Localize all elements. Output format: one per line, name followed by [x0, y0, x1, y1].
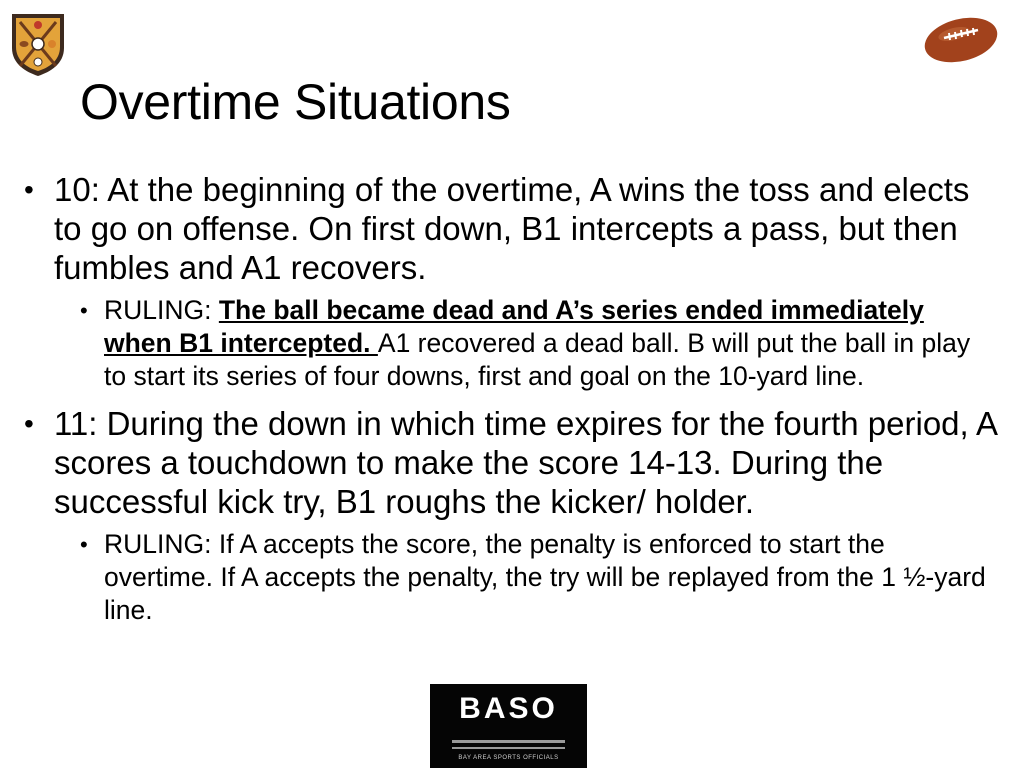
logo-divider — [452, 747, 565, 749]
baso-logo — [430, 684, 587, 768]
slide-body — [22, 170, 997, 627]
sub-bullet-marker: • — [80, 298, 88, 323]
ruling-item-10 — [22, 294, 997, 393]
crest-logo — [8, 10, 68, 78]
slide-title: Overtime Situations — [80, 74, 511, 130]
bullet-marker: • — [24, 408, 34, 439]
bullet-marker: • — [24, 174, 34, 205]
ruling-emphasis: The ball became dead and A’s series ended immediately when B1 intercepted. — [104, 295, 924, 358]
ruling-prefix: RULING: — [104, 295, 219, 325]
ruling-text: RULING: If A accepts the score, the penalty is enforced to start the overtime. If A accepts the penalty, the try will be replayed from the 1 ½-yard line. — [104, 529, 986, 625]
baso-logo-subtitle: BAY AREA SPORTS OFFICIALS — [458, 755, 559, 761]
baso-logo-name: BASO — [459, 692, 558, 725]
bullet-item-10 — [22, 170, 997, 287]
sub-bullet-marker: • — [80, 532, 88, 557]
ruling-item-11 — [22, 528, 997, 627]
logo-divider — [452, 740, 565, 743]
ruling-rest: A1 recovered a dead ball. B will put the ball in play to start its series of four downs, first and goal on the 10-yard line. — [104, 328, 971, 391]
bullet-text: 10: At the beginning of the overtime, A wins the toss and elects to go on offense. On first down, B1 intercepts a pass, but then fumbles and A1 recovers. — [54, 171, 970, 286]
bullet-text: 11: During the down in which time expires for the fourth period, A scores a touchdown to make the score 14-13. During the successful kick try, B1 roughs the kicker/ holder. — [54, 405, 997, 520]
football-icon — [922, 14, 1000, 66]
bullet-item-11 — [22, 404, 997, 521]
